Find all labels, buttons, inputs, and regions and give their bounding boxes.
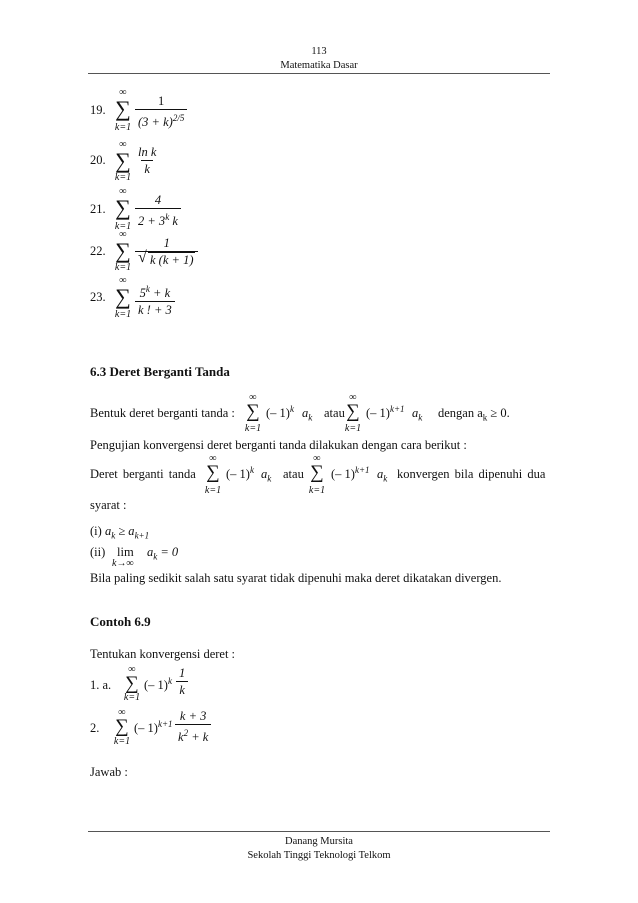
exercise-number: 23. <box>90 290 106 304</box>
form-lead: Bentuk deret berganti tanda : <box>90 406 235 420</box>
sigma-symbol: ∑ <box>115 195 131 220</box>
sum-upper: ∞ <box>313 453 321 464</box>
item-label: 2. <box>90 721 100 735</box>
sum-upper: ∞ <box>118 707 126 718</box>
sum-lower: k=1 <box>308 485 326 496</box>
denominator-tail: k <box>169 214 178 229</box>
footer-author: Danang Mursita <box>285 836 353 847</box>
numerator: 1 <box>163 236 170 250</box>
exponent: 2/5 <box>172 113 185 123</box>
sign-base: (– 1) <box>266 406 290 421</box>
denominator: k ! + 3 <box>135 301 175 317</box>
fraction <box>135 236 198 267</box>
exponent: k+1 <box>157 719 173 729</box>
cond-relation: ≥ a <box>115 524 135 538</box>
ak-term <box>412 406 422 423</box>
exponent: k <box>145 284 150 294</box>
cond2-eq: = 0 <box>157 545 179 559</box>
exponent: k <box>167 676 172 686</box>
ak-symbol: a <box>302 406 309 420</box>
denominator: k <box>176 681 188 697</box>
sum-lower: k=1 <box>344 423 362 434</box>
answer-label: Jawab : <box>90 765 128 779</box>
sum-upper: ∞ <box>119 275 127 286</box>
item-label: 1. a. <box>90 678 112 692</box>
fraction <box>135 94 187 129</box>
sum-upper: ∞ <box>119 229 127 240</box>
numerator: 1 <box>158 94 165 108</box>
term-a <box>266 404 294 421</box>
numerator: k + 3 <box>179 709 207 723</box>
ak-term <box>261 467 271 484</box>
exercise-number: 21. <box>90 202 106 216</box>
ak-symbol: a <box>412 406 419 420</box>
form-tail <box>438 406 510 423</box>
sign-base: (– 1) <box>331 467 355 482</box>
exponent: k <box>249 465 254 475</box>
fraction <box>135 145 159 176</box>
lim-subscript: k→∞ <box>112 558 134 569</box>
sigma-symbol: ∑ <box>346 401 360 422</box>
sigma-symbol: ∑ <box>115 238 131 263</box>
condition-2-expr <box>147 545 178 562</box>
sum-lower: k=1 <box>114 172 132 183</box>
cond-tail: konvergen bila dipenuhi dua <box>397 467 546 481</box>
example-instruction: Tentukan konvergensi deret : <box>90 647 236 661</box>
fraction <box>175 709 211 744</box>
numerator: 4 <box>154 193 162 207</box>
ak-subscript: k <box>383 473 388 484</box>
denominator-tail: + k <box>188 730 209 745</box>
condition-1 <box>90 524 149 541</box>
sigma-symbol: ∑ <box>310 462 324 483</box>
form-tail-sub: k <box>482 412 488 423</box>
exponent: k <box>165 212 170 222</box>
sign-term <box>134 719 173 736</box>
sign-base: (– 1) <box>144 678 168 693</box>
exercise-number: 22. <box>90 244 106 258</box>
exercise-number: 20. <box>90 153 106 167</box>
syarat-label: syarat : <box>90 498 127 512</box>
page-number: 113 <box>311 46 327 57</box>
divergent-line: Bila paling sedikit salah satu syarat tidak dipenuhi maka deret dikatakan divergen. <box>90 571 502 585</box>
exponent: k <box>289 404 294 414</box>
sum-upper: ∞ <box>349 392 357 403</box>
fraction <box>135 282 175 317</box>
condition-2-label: (ii) <box>90 545 106 559</box>
numerator: ln k <box>138 145 157 159</box>
denominator: k <box>141 160 153 176</box>
fraction <box>176 666 188 697</box>
denominator-base: 2 + 3 <box>138 214 166 229</box>
form-tail-text: dengan a <box>438 406 483 420</box>
header-rule <box>88 73 550 74</box>
atau-word: atau <box>324 406 345 420</box>
sign-base: (– 1) <box>134 721 158 736</box>
sum-upper: ∞ <box>128 664 136 675</box>
sum-upper: ∞ <box>249 392 257 403</box>
sigma-symbol: ∑ <box>246 401 260 422</box>
cond2-a: a <box>147 545 154 559</box>
sum-lower: k=1 <box>114 221 132 232</box>
sum-lower: k=1 <box>114 309 132 320</box>
ak-term <box>377 467 387 484</box>
cond-a-sub: k <box>111 530 116 541</box>
sum-lower: k=1 <box>114 122 132 133</box>
denominator-base: k <box>178 730 184 745</box>
exponent: 2 <box>183 728 189 738</box>
sum-lower: k=1 <box>114 262 132 273</box>
atau-word: atau <box>283 467 304 481</box>
sum-lower: k=1 <box>244 423 262 434</box>
numerator-base: 5 <box>139 286 146 301</box>
exponent: k+1 <box>354 465 370 475</box>
sigma-symbol: ∑ <box>115 96 131 121</box>
term-b <box>366 404 405 421</box>
lim-word: lim <box>117 545 134 559</box>
ak-symbol: a <box>261 467 268 481</box>
ak-subscript: k <box>418 412 423 423</box>
numerator-tail: + k <box>149 286 171 301</box>
cond-lead: Deret berganti tanda <box>90 467 196 481</box>
cond-b-sub: k+1 <box>134 530 150 541</box>
sigma-symbol: ∑ <box>115 148 131 173</box>
denominator: (3 + k) <box>138 115 173 130</box>
sum-upper: ∞ <box>209 453 217 464</box>
sum-lower: k=1 <box>204 485 222 496</box>
sqrt-symbol: √ <box>138 249 147 266</box>
sum-lower: k=1 <box>113 736 131 747</box>
term-a <box>226 465 254 482</box>
exercise-number: 19. <box>90 103 106 117</box>
sign-base: (– 1) <box>366 406 390 421</box>
example-title: Contoh 6.9 <box>90 614 151 629</box>
ak-subscript: k <box>308 412 313 423</box>
ak-symbol: a <box>377 467 384 481</box>
cond2-sub: k <box>153 551 158 562</box>
term-b <box>331 465 370 482</box>
sign-base: (– 1) <box>226 467 250 482</box>
sum-upper: ∞ <box>119 87 127 98</box>
sigma-symbol: ∑ <box>115 284 131 309</box>
sum-lower: k=1 <box>123 692 141 703</box>
footer-institution: Sekolah Tinggi Teknologi Telkom <box>247 850 391 861</box>
sigma-symbol: ∑ <box>125 673 139 694</box>
sum-upper: ∞ <box>119 186 127 197</box>
cond-a: a <box>104 524 112 538</box>
section-title: 6.3 Deret Berganti Tanda <box>90 364 230 379</box>
numerator: 1 <box>179 666 186 680</box>
ak-term <box>302 406 312 423</box>
sigma-symbol: ∑ <box>206 462 220 483</box>
sum-upper: ∞ <box>119 139 127 150</box>
exponent: k+1 <box>389 404 405 414</box>
fraction <box>135 193 181 228</box>
footer-rule <box>88 831 550 832</box>
test-line: Pengujian konvergensi deret berganti tanda dilakukan dengan cara berikut : <box>90 438 467 452</box>
form-tail-end: ≥ 0. <box>487 406 510 420</box>
ak-subscript: k <box>267 473 272 484</box>
cond-label: (i) <box>90 524 102 538</box>
sigma-symbol: ∑ <box>115 716 129 737</box>
radicand: k (k + 1) <box>150 253 194 267</box>
book-title: Matematika Dasar <box>280 60 358 71</box>
sign-term <box>144 676 172 693</box>
